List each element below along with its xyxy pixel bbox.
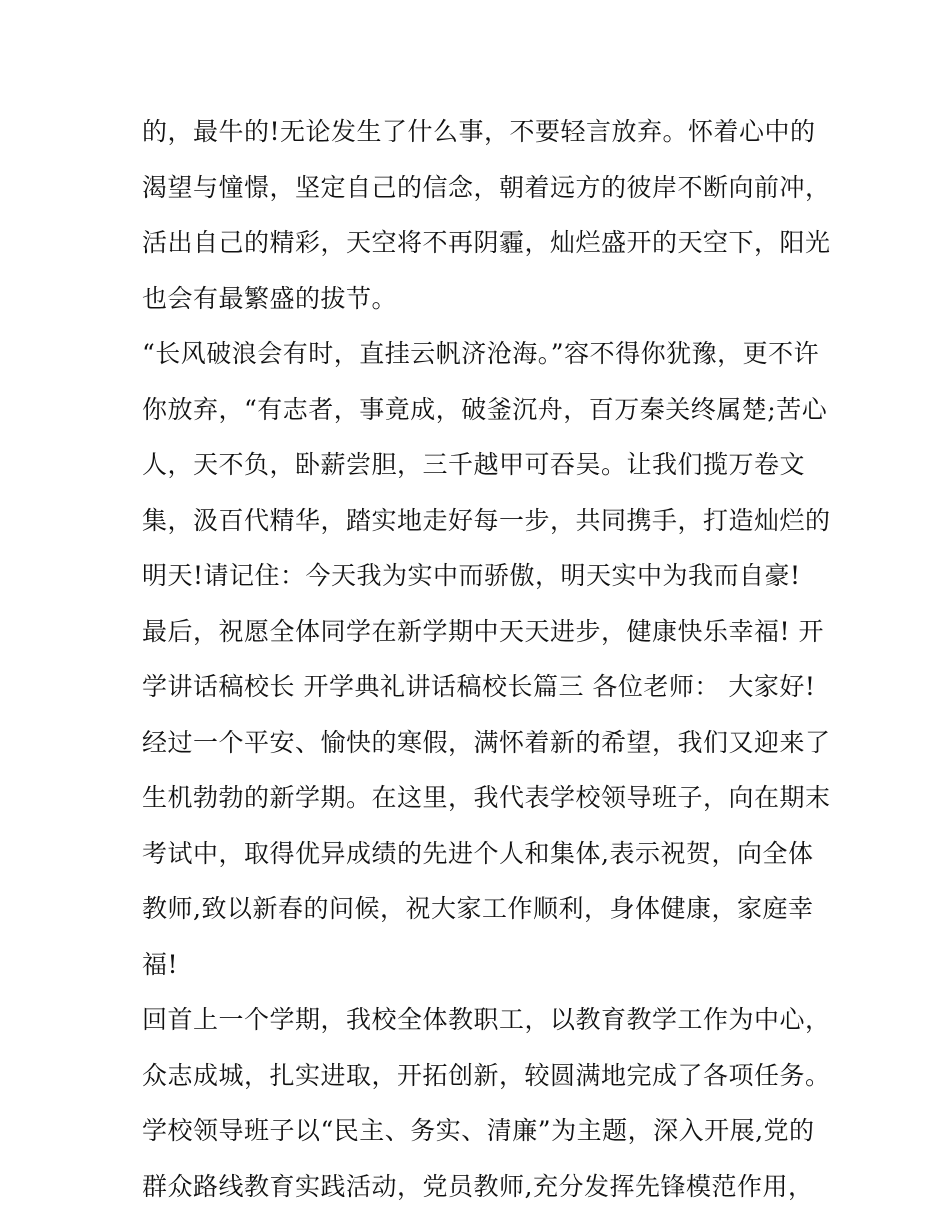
text-line: 生机勃勃的新学期。在这里，我代表学校领导班子，向在期末 [142,783,831,812]
text-line: 群众路线教育实践活动，党员教师,充分发挥先锋模范作用， [142,1171,814,1201]
text-line: 渴望与憧憬，坚定自己的信念，朝着远方的彼岸不断向前冲， [142,172,831,202]
text-line: 经过一个平安、愉快的寒假，满怀着新的希望，我们又迎来了 [142,727,831,757]
text-line: 考试中，取得优异成绩的先进个人和集体,表示祝贺，向全体 [142,838,814,868]
text-line: 学讲话稿校长 开学典礼讲话稿校长篇三 各位老师： 大家好! [142,672,816,701]
text-line: 众志成城，扎实进取，开拓创新，较圆满地完成了各项任务。 [142,1060,831,1090]
text-line: 你放弃，“有志者，事竟成，破釜沉舟，百万秦关终属楚;苦心 [142,394,828,424]
body-text [142,104,831,1214]
text-line: 人，天不负，卧薪尝胆，三千越甲可吞吴。让我们揽万卷文 [142,450,806,479]
text-line: 也会有最繁盛的拔节。 [142,283,398,313]
text-line: 回首上一个学期，我校全体教职工，以教育教学工作为中心， [142,1005,831,1034]
text-line: 的，最牛的!无论发生了什么事，不要轻言放弃。怀着心中的 [142,117,816,146]
text-line: 福! [142,949,179,979]
text-line: 学校领导班子以“民主、务实、清廉”为主题，深入开展,党的 [142,1116,815,1145]
text-line: 最后，祝愿全体同学在新学期中天天进步，健康快乐幸福! 开 [142,616,824,646]
text-line: 集，汲百代精华，踏实地走好每一步，共同携手，打造灿烂的 [142,505,831,535]
text-line: 活出自己的精彩，天空将不再阴霾，灿烂盛开的天空下，阳光 [142,228,831,257]
text-line: 教师,致以新春的问候，祝大家工作顺利，身体健康，家庭幸 [142,894,814,923]
text-line: 明天!请记住：今天我为实中而骄傲，明天实中为我而自豪! [142,561,801,590]
text-line: “长风破浪会有时，直挂云帆济沧海。”容不得你犹豫，更不许 [142,339,820,368]
